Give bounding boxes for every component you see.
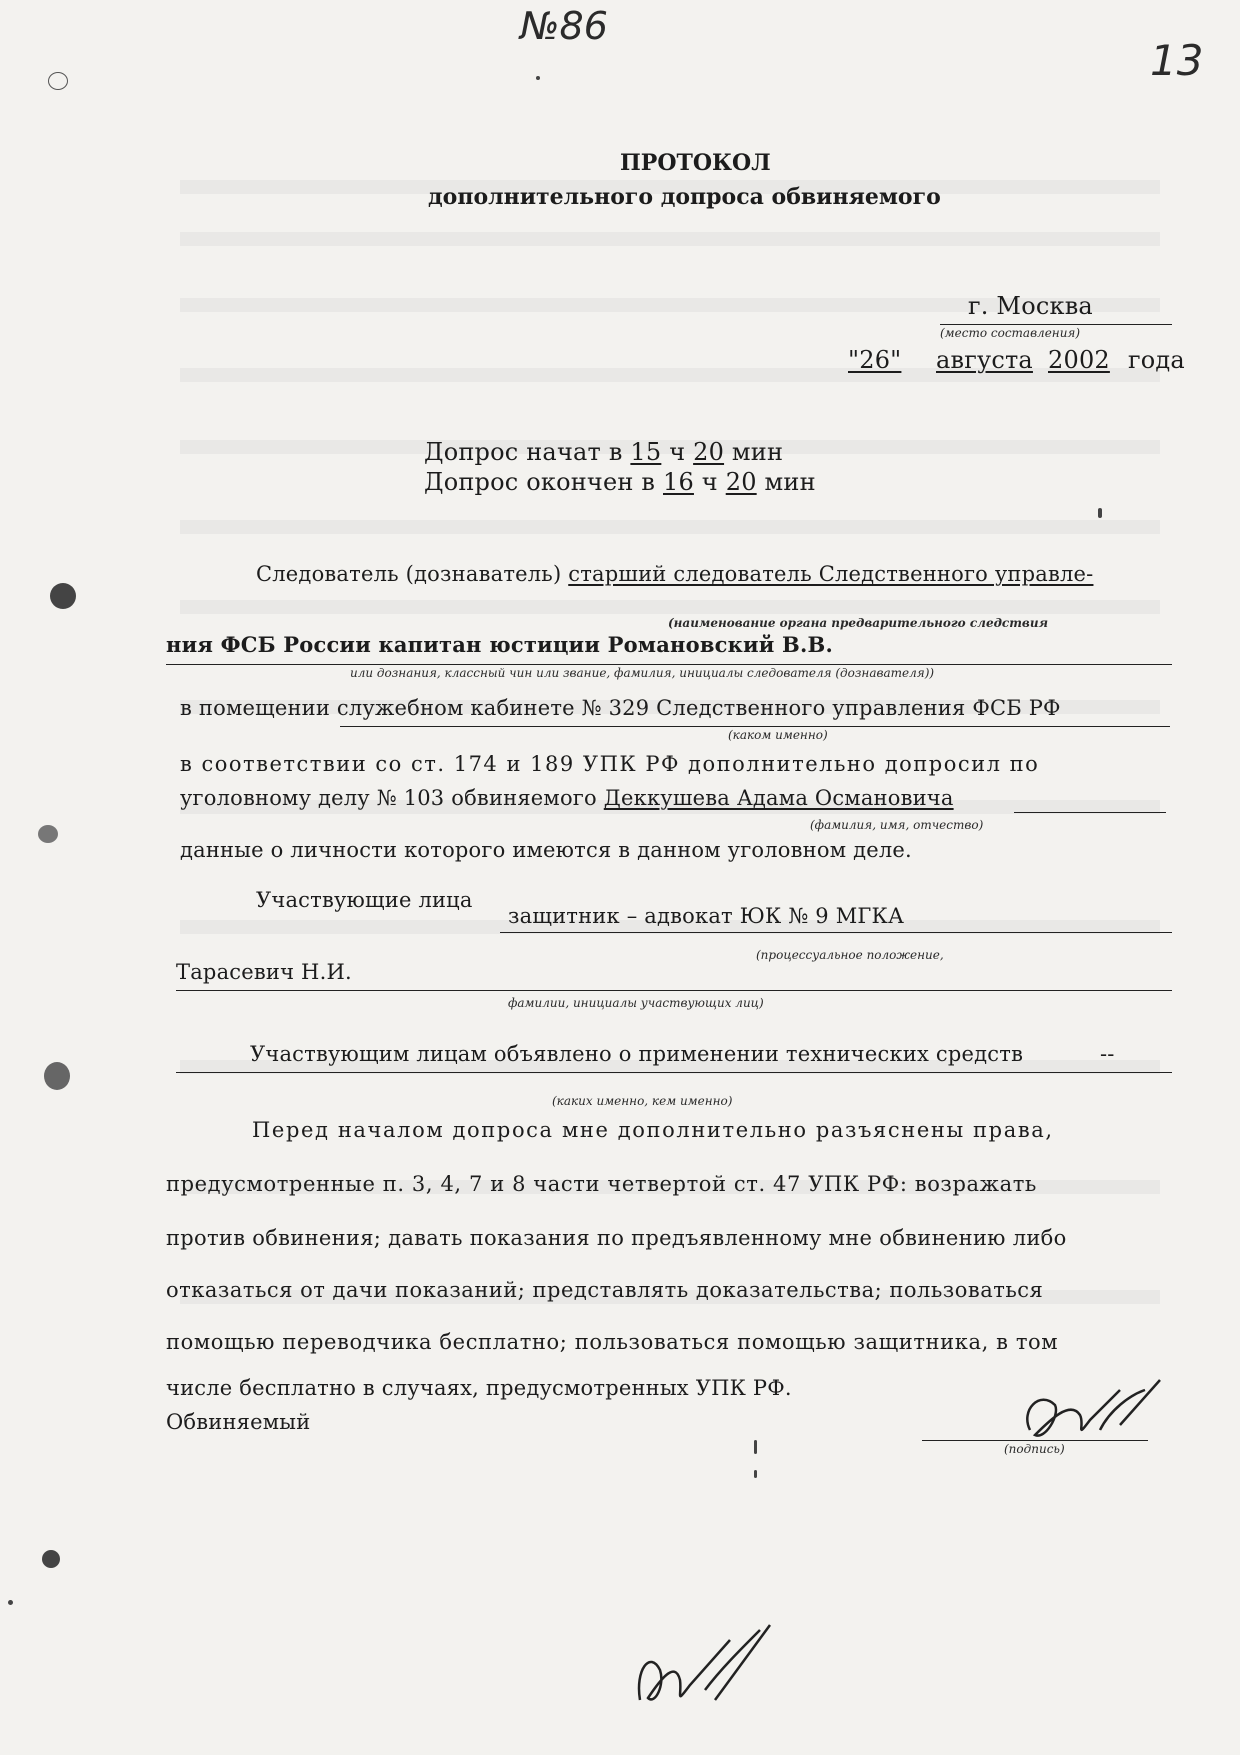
rights-line4: отказаться от дачи показаний; представлять доказательства; пользоваться	[166, 1278, 1044, 1302]
handwritten-page-number: 13	[1150, 36, 1204, 85]
stray-mark	[8, 1600, 13, 1605]
time-end-prefix: Допрос окончен в	[424, 468, 656, 496]
rights-line3: против обвинения; давать показания по предъявленному мне обвинению либо	[166, 1226, 1067, 1250]
room-text: в помещении служебном кабинете № 329 Следственного управления ФСБ РФ	[180, 696, 1061, 720]
participants-underline-2	[176, 990, 1172, 991]
technical-value: --	[1100, 1042, 1115, 1066]
investigator-signature-image	[620, 1610, 790, 1720]
accused-signature-image	[1000, 1370, 1180, 1460]
punch-hole-mark	[50, 583, 76, 609]
document-subtitle: дополнительного допроса обвиняемого	[428, 184, 941, 210]
time-start-min: 20	[693, 438, 725, 466]
accused-underline	[1014, 812, 1166, 813]
time-end-min: 20	[725, 468, 757, 496]
time-end	[424, 468, 816, 496]
place-underline	[940, 324, 1172, 325]
accused-name: Деккушева Адама Османовича	[603, 786, 954, 810]
date-year: 2002	[1048, 346, 1110, 374]
bleed-through-stripe	[180, 600, 1160, 614]
investigator-value-1: старший следователь Следственного управле-	[568, 562, 1094, 586]
bleed-through-stripe	[180, 232, 1160, 246]
punch-hole-mark	[44, 1062, 70, 1090]
time-end-m: мин	[764, 468, 816, 496]
investigator-prefix: Следователь (дознаватель)	[256, 562, 562, 586]
signature-role: Обвиняемый	[166, 1410, 311, 1434]
participants-label-1: (процессуальное положение,	[756, 948, 944, 962]
time-end-h: ч	[701, 468, 718, 496]
time-start-hour: 15	[630, 438, 662, 466]
place-value: г. Москва	[968, 292, 1093, 320]
stray-mark	[754, 1440, 757, 1454]
investigator-label-2: или дознания, классный чин или звание, фамилия, инициалы следователя (дознавателя))	[350, 666, 935, 680]
stray-mark	[754, 1470, 757, 1478]
participants-value: защитник – адвокат ЮК № 9 МГКА	[508, 904, 905, 928]
date-day: "26"	[848, 346, 902, 374]
rights-line5: помощью переводчика бесплатно; пользоваться помощью защитника, в том	[166, 1330, 1059, 1354]
technical-underline	[176, 1072, 1172, 1073]
investigator-label-1: (наименование органа предварительного следствия	[668, 616, 1049, 630]
statute-line3: данные о личности которого имеются в данном уголовном деле.	[180, 838, 912, 862]
time-start-m: мин	[731, 438, 784, 466]
statute-line2-prefix: уголовному делу № 103 обвиняемого	[180, 786, 597, 810]
investigator-line1	[256, 562, 1093, 586]
stray-mark	[536, 76, 540, 80]
room-underline	[340, 726, 1170, 727]
punch-hole-mark	[42, 1550, 60, 1568]
time-start-prefix: Допрос начат в	[424, 438, 623, 466]
rights-line2: предусмотренные п. 3, 4, 7 и 8 части четвертой ст. 47 УПК РФ: возражать	[166, 1172, 1037, 1196]
rights-line1: Перед началом допроса мне дополнительно разъяснены права,	[252, 1118, 1054, 1142]
document-title: ПРОТОКОЛ	[620, 150, 771, 176]
participants-underline	[500, 932, 1172, 933]
signature-label: (подпись)	[1004, 1442, 1065, 1456]
date-month: августа	[936, 346, 1033, 374]
punch-hole-mark	[38, 825, 58, 843]
date-suffix: года	[1128, 346, 1185, 374]
punch-hole-mark	[48, 72, 68, 90]
statute-line2	[180, 786, 954, 810]
statute-line1: в соответствии со ст. 174 и 189 УПК РФ дополнительно допросил по	[180, 752, 1040, 776]
accused-label: (фамилия, имя, отчество)	[810, 818, 984, 832]
place-label: (место составления)	[940, 326, 1081, 340]
investigator-underline-2	[166, 664, 1172, 665]
room-label: (каком именно)	[728, 728, 828, 742]
time-start	[424, 438, 783, 466]
technical-label: (каких именно, кем именно)	[552, 1094, 733, 1108]
time-start-h: ч	[669, 438, 686, 466]
participants-value-2: Тарасевич Н.И.	[176, 960, 352, 984]
rights-line6: числе бесплатно в случаях, предусмотренных УПК РФ.	[166, 1376, 792, 1400]
time-end-hour: 16	[663, 468, 694, 496]
bleed-through-stripe	[180, 520, 1160, 534]
participants-label-2: фамилии, инициалы участвующих лиц)	[508, 996, 764, 1010]
stray-mark	[1098, 508, 1102, 518]
handwritten-number: №86	[520, 4, 608, 48]
participants-prefix: Участвующие лица	[256, 888, 473, 912]
investigator-value-2: ния ФСБ России капитан юстиции Романовский В.В.	[166, 632, 833, 657]
technical-text: Участвующим лицам объявлено о применении технических средств	[250, 1042, 1024, 1066]
